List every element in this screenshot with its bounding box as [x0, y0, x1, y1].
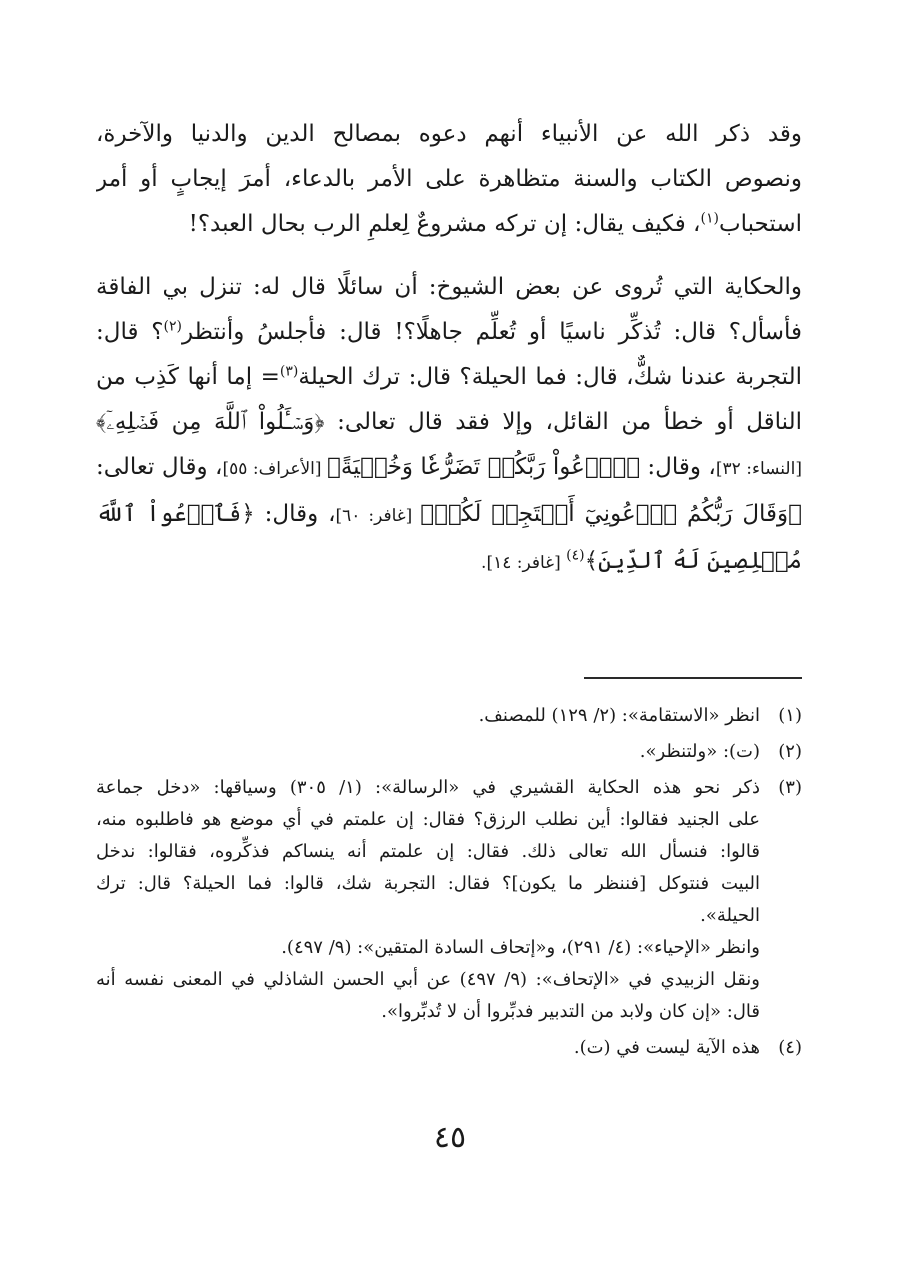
footnote-ref-4[interactable]: (٤): [566, 547, 585, 564]
footnote-text: قالوا: فنسأل الله تعالى ذلك. فقال: إن علمتم أنه ينساكم فذكِّروه، فقالوا: ندخل: [96, 841, 760, 862]
text-line: [96, 539, 802, 586]
text-line: [96, 492, 802, 539]
text-segment: ، وقال تعالى:: [96, 454, 223, 480]
text-segment: التجربة عندنا شكٌّ، قال: فما الحيلة؟ قال: ترك الحيلة: [298, 364, 802, 390]
text-line: [96, 202, 802, 247]
quran-verse: ﴿وَقَالَ رَبُّكُمُ ٱدۡعُونِيٓ أَسۡتَجِبۡ لَكُمۡ﴾: [420, 501, 802, 527]
footnote-text: انظر «الاستقامة»: (٢/ ١٢٩) للمصنف.: [478, 705, 760, 726]
footnote-text: ونقل الزبيدي في «الإتحاف»: (٩/ ٤٩٧) عن أبي الحسن الشاذلي في المعنى نفسه أنه: [96, 969, 760, 990]
text-line: والحكاية التي تُروى عن بعض الشيوخ: أن سائلًا قال له: تنزل بي الفاقة: [96, 274, 802, 300]
text-segment: ، وقال:: [254, 501, 336, 527]
page-number: ٤٥: [433, 1120, 467, 1155]
quran-verse: ﴿وَسۡـَٔلُواْ ٱللَّهَ مِن فَضۡلِهِۦٓ﴾: [96, 409, 325, 435]
footnote-text: هذه الآية ليست في (ت).: [573, 1037, 760, 1058]
quran-verse: مُخۡلِصِينَ لَهُ ٱلدِّينَ﴾: [584, 548, 802, 574]
footnote-2: [96, 736, 802, 768]
footnote-text: البيت فنتوكل [فننظر ما يكون]؟ فقال: التجربة شك، قالوا: فما الحيلة؟ قال: ترك: [96, 873, 760, 894]
footnote-text: ذكر نحو هذه الحكاية القشيري في «الرسالة»: (١/ ٣٠٥) وسياقها: «دخل جماعة: [96, 777, 760, 798]
text-line: [96, 310, 802, 355]
footnote-ref-2[interactable]: (٢): [163, 318, 182, 335]
quran-verse: ﴿ٱدۡعُواْ رَبَّكُمۡ تَضَرُّعٗا وَخُفۡيَةً﴾: [327, 454, 641, 480]
verse-reference: [غافر: ١٤].: [481, 553, 567, 573]
text-segment: فأسأل؟ قال: تُذكِّر ناسيًا أو تُعلِّم جاهلًا؟! قال: فأجلسُ وأنتظر: [181, 319, 802, 345]
text-line: [96, 445, 802, 492]
footnote-4: [96, 1032, 802, 1064]
footnote-text: (ت): «ولتنظر».: [639, 741, 760, 762]
paragraph-2: [96, 265, 802, 586]
footnote-1: [96, 700, 802, 732]
footnote-text: على الجنيد فقالوا: أين نطلب الرزق؟ فقال: إن علمتم في أي موضع هو فاطلبوه منه،: [96, 809, 760, 830]
footnote-number: (٢): [778, 741, 802, 762]
footnote-number: (١): [778, 705, 802, 726]
footnote-text: وانظر «الإحياء»: (٤/ ٢٩١)، و«إتحاف السادة المتقين»: (٩/ ٤٩٧).: [281, 937, 760, 958]
footnotes: [96, 700, 802, 1068]
text-line: وقد ذكر الله عن الأنبياء أنهم دعوه بمصالح الدين والدنيا والآخرة،: [96, 121, 802, 147]
paragraph-1: [96, 112, 802, 247]
footnote-ref-1[interactable]: (١): [700, 210, 719, 227]
text-segment: ، وقال:: [640, 454, 716, 480]
footnote-number: (٤): [778, 1037, 802, 1058]
footnote-3: [96, 772, 802, 1028]
verse-reference: [النساء: ٣٢]: [715, 459, 802, 479]
text-line: [96, 355, 802, 400]
verse-reference: [غافر: ٦٠]: [335, 506, 421, 526]
quran-verse: ﴿فَٱدۡعُواْ ٱللَّهَ: [96, 501, 255, 527]
main-text: [96, 112, 802, 586]
footnote-separator: [584, 677, 802, 679]
footnote-ref-3[interactable]: (٣): [279, 363, 299, 380]
footnote-text: قال: «إن كان ولابد من التدبير فدبِّروا أن لا تُدبِّروا».: [381, 1001, 760, 1022]
text-segment: الناقل أو خطأ من القائل، وإلا فقد قال تعالى:: [324, 409, 802, 435]
text-segment: ، فكيف يقال: إن تركه مشروعٌ لِعلمِ الرب بحال العبد؟!: [188, 211, 701, 237]
verse-reference: [الأعراف: ٥٥]: [222, 459, 328, 479]
text-segment: = إما أنها كَذِب من: [96, 364, 280, 390]
text-line: ونصوص الكتاب والسنة متظاهرة على الأمر بالدعاء، أمرَ إيجابٍ أو أمر: [96, 166, 802, 192]
footnote-number: (٣): [778, 777, 802, 798]
text-segment: استحباب: [718, 211, 802, 237]
footnote-text: الحيلة».: [700, 905, 760, 926]
text-line: [96, 400, 802, 445]
text-segment: ؟ قال:: [96, 319, 164, 345]
